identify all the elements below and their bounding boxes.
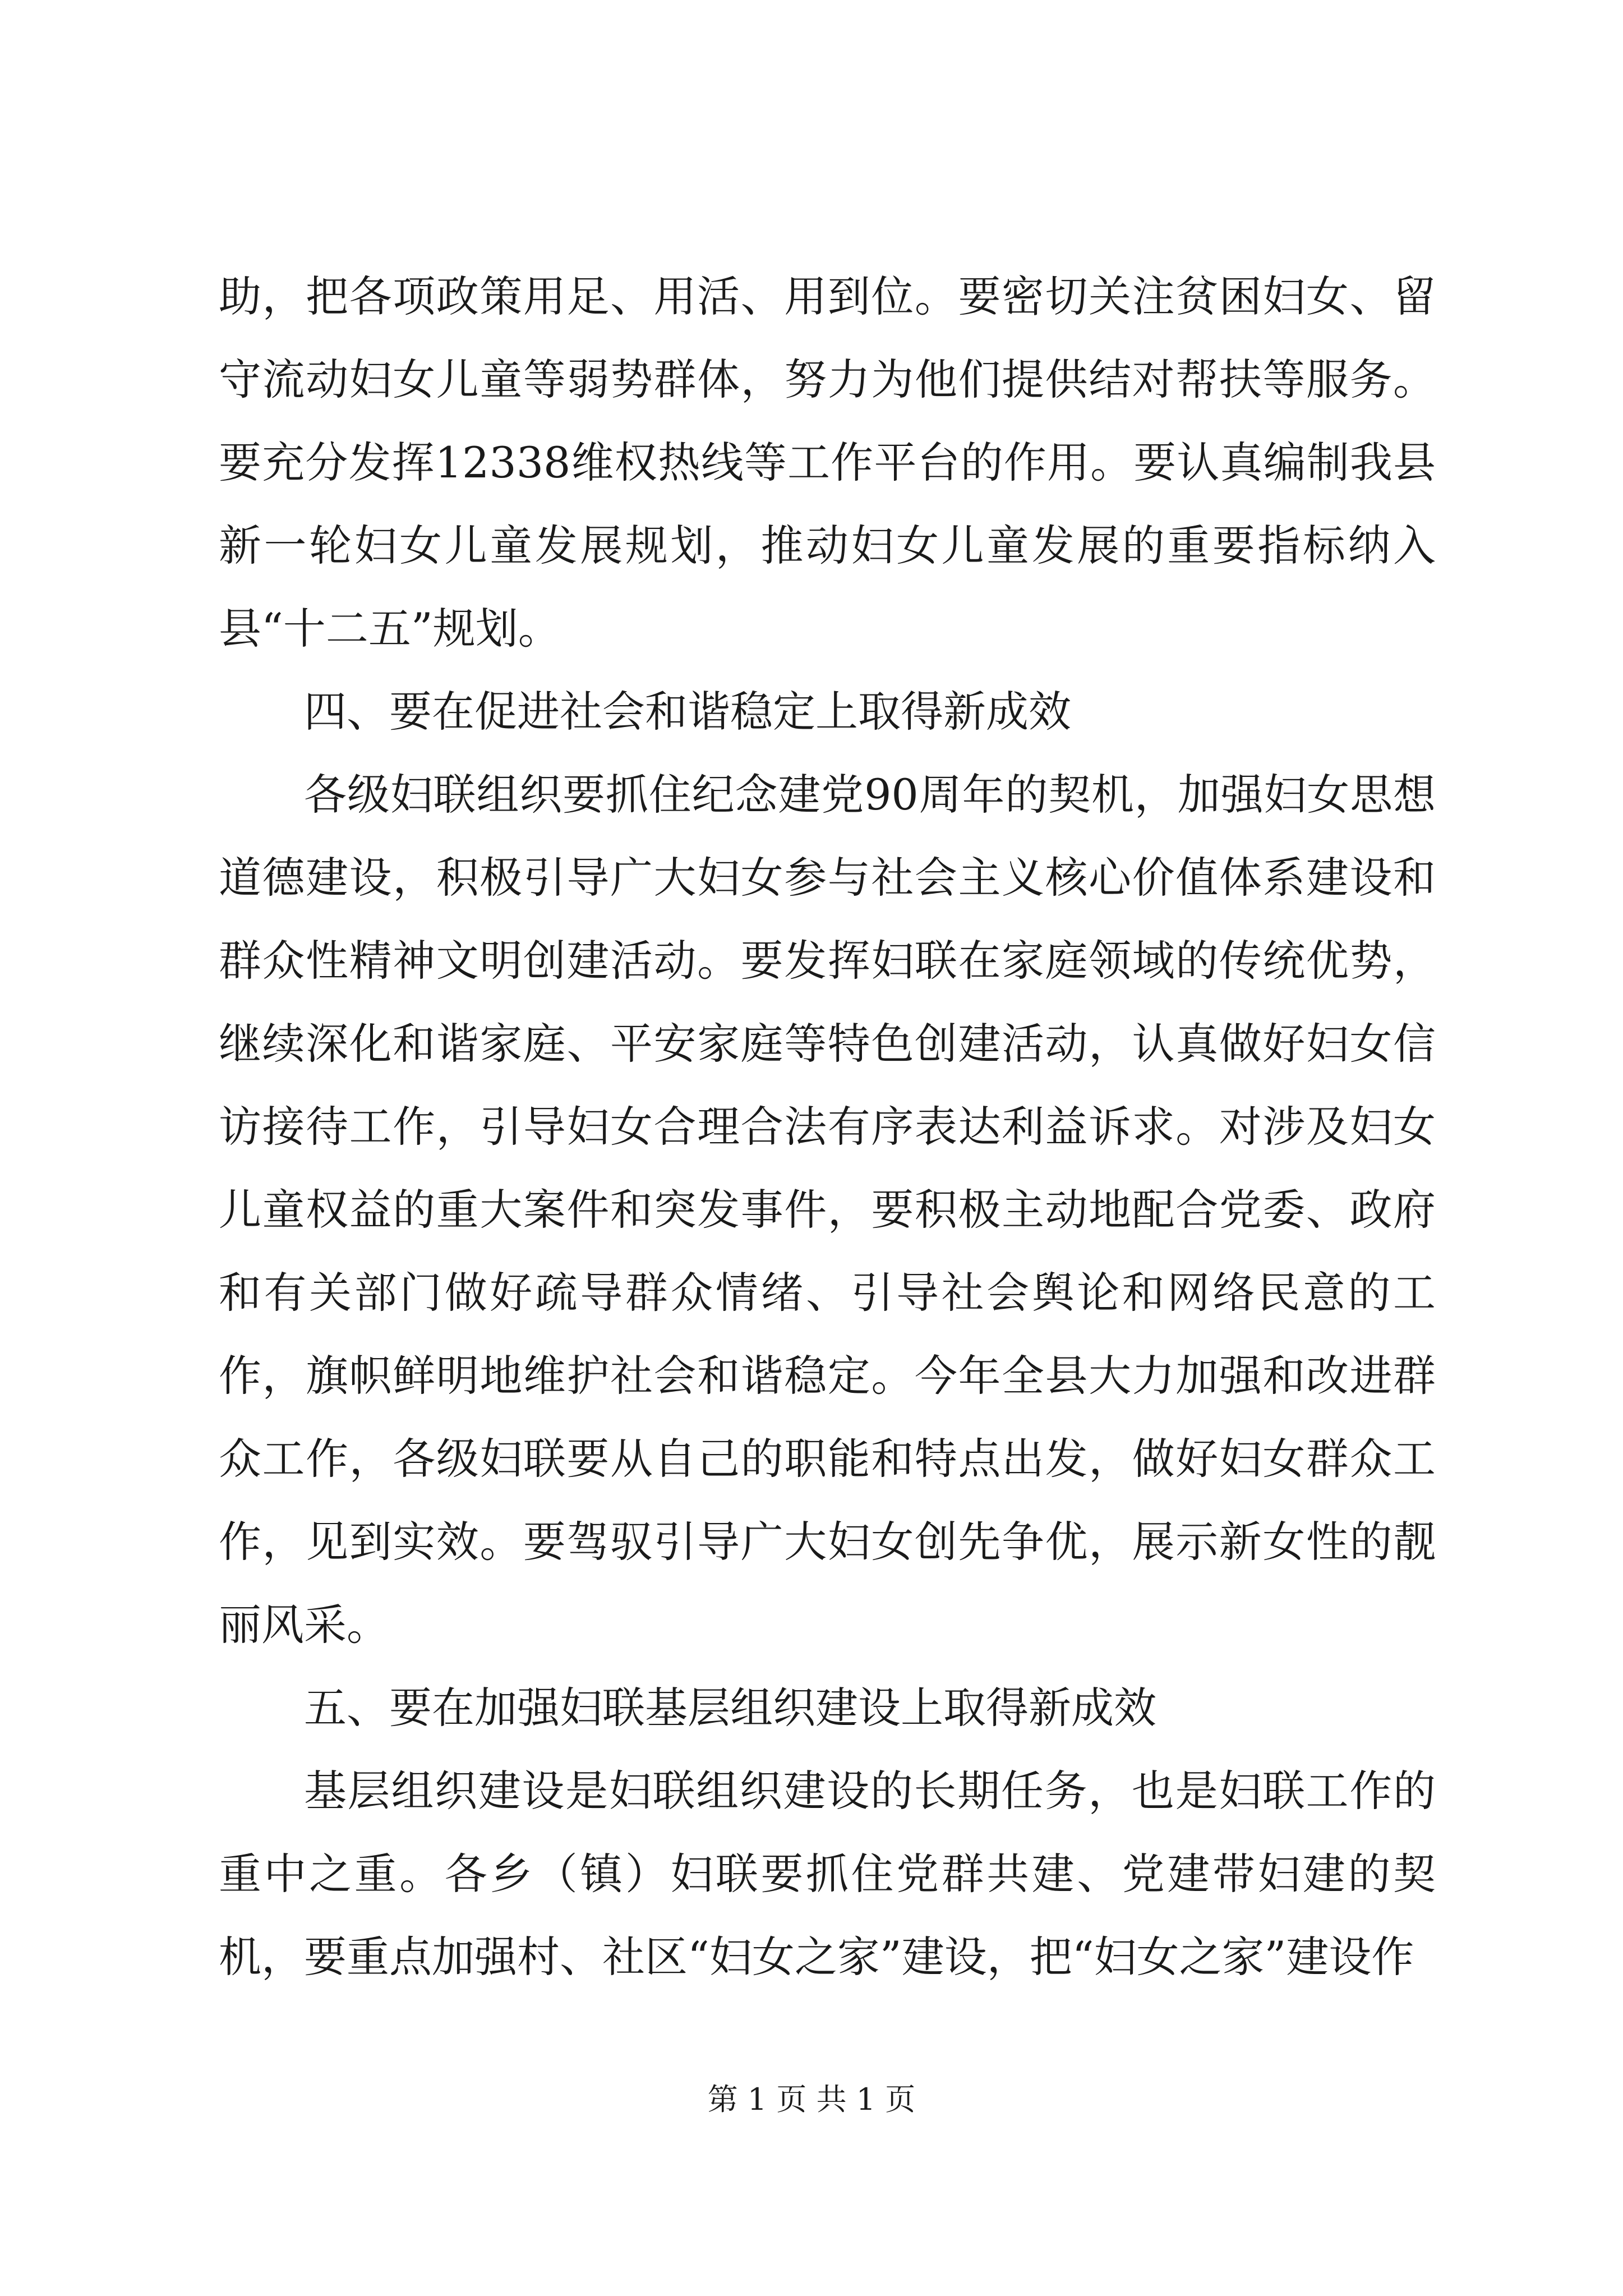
document-body (219, 255, 1436, 1999)
page-number-footer: 第 1 页 共 1 页 (707, 2082, 916, 2117)
section-heading-4: 四、要在促进社会和谐稳定上取得新成效 (304, 687, 1071, 737)
paragraph-continuation: 助，把各项政策用足、用活、用到位。要密切关注贫困妇女、留守流动妇女儿童等弱势群体，努力为他们提供结对帮扶等服务。要充分发挥12338维权热线等工作平台的作用。要认真编制我县新一轮妇女儿童发展规划，推动妇女儿童发展的重要指标纳入县“十二五”规划。 (219, 272, 1436, 654)
paragraph-section-5: 基层组织建设是妇联组织建设的长期任务，也是妇联工作的重中之重。各乡（镇）妇联要抓住党群共建、党建带妇建的契机，要重点加强村、社区“妇女之家”建设，把“妇女之家”建设作 (219, 1766, 1436, 1982)
section-heading-5: 五、要在加强妇联基层组织建设上取得新成效 (304, 1683, 1156, 1733)
paragraph-section-4: 各级妇联组织要抓住纪念建党90周年的契机，加强妇女思想道德建设，积极引导广大妇女参与社会主义核心价值体系建设和群众性精神文明创建活动。要发挥妇联在家庭领域的传统优势，继续深化和谐家庭、平安家庭等特色创建活动，认真做好妇女信访接待工作，引导妇女合理合法有序表达利益诉求。对涉及妇女儿童权益的重大案件和突发事件，要积极主动地配合党委、政府和有关部门做好疏导群众情绪、引导社会舆论和网络民意的工作，旗帜鲜明地维护社会和谐稳定。今年全县大力加强和改进群众工作，各级妇联要从自己的职能和特点出发，做好妇女群众工作，见到实效。要驾驭引导广大妇女创先争优，展示新女性的靓丽风采。 (219, 770, 1436, 1650)
